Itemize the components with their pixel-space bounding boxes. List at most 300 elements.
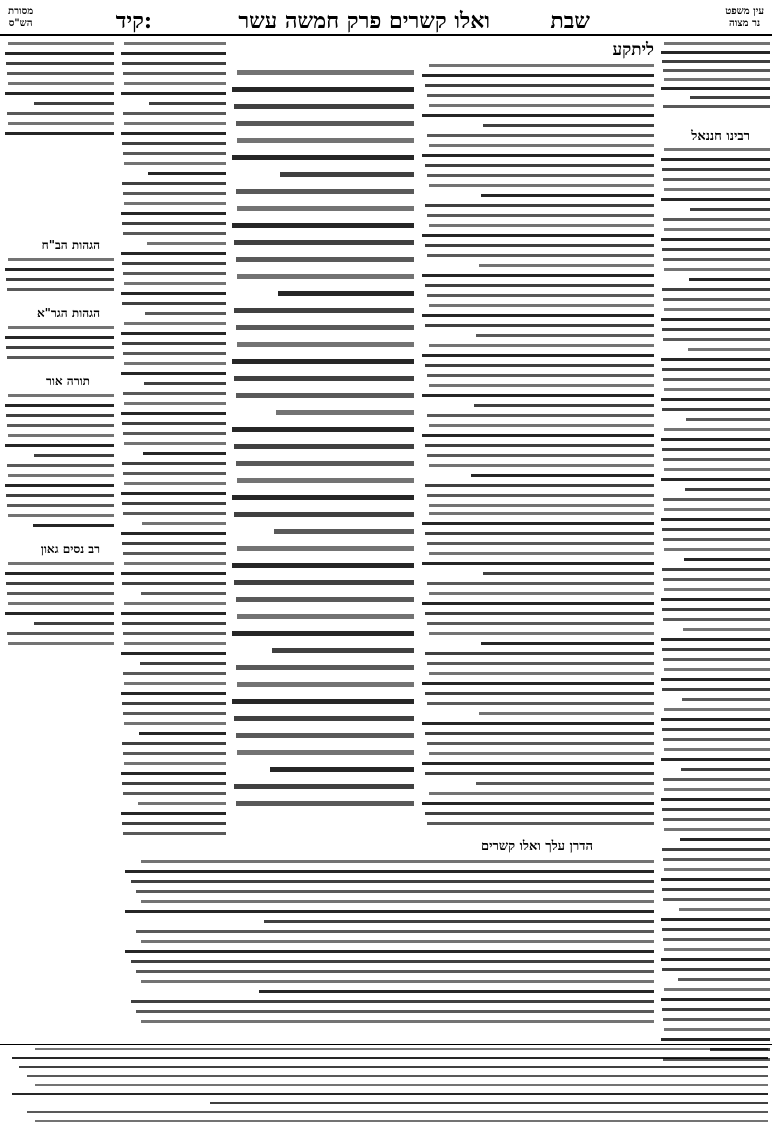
text-line — [661, 638, 770, 641]
text-line — [483, 124, 654, 127]
text-line — [663, 69, 770, 72]
left-margin-column — [4, 38, 114, 658]
text-line — [425, 772, 654, 775]
text-line — [427, 582, 654, 585]
text-line — [427, 822, 654, 825]
text-line — [422, 682, 654, 685]
text-line — [122, 462, 226, 465]
text-line — [5, 612, 114, 615]
bottom-commentary-lines — [120, 860, 654, 1040]
footnote-block — [4, 1048, 768, 1126]
text-line — [121, 92, 226, 95]
text-line — [661, 198, 770, 201]
text-line — [236, 801, 414, 806]
text-line — [662, 408, 770, 411]
text-line — [125, 950, 654, 953]
text-line — [34, 454, 114, 457]
text-line — [124, 602, 226, 605]
opening-word: ליתקע — [612, 40, 654, 60]
text-line — [425, 812, 654, 815]
text-line — [122, 702, 226, 705]
text-line — [664, 1028, 770, 1031]
text-line — [122, 782, 226, 785]
text-line — [234, 308, 414, 313]
text-line — [664, 668, 770, 671]
text-line — [121, 212, 226, 215]
text-line — [122, 302, 226, 305]
text-line — [422, 722, 654, 725]
text-line — [680, 838, 770, 841]
text-line — [121, 572, 226, 575]
text-line — [427, 174, 654, 177]
text-line — [664, 588, 770, 591]
text-line — [123, 72, 226, 75]
text-line — [685, 488, 770, 491]
text-line — [237, 70, 414, 75]
text-line — [123, 192, 226, 195]
footnote-lines — [4, 1048, 768, 1126]
text-line — [123, 512, 226, 515]
text-line — [427, 662, 654, 665]
header-rule — [0, 34, 772, 36]
text-line — [661, 998, 770, 1001]
tosafot-lower-lines — [420, 512, 654, 842]
text-line — [422, 354, 654, 357]
text-line — [429, 384, 654, 387]
text-line — [663, 738, 770, 741]
text-line — [425, 612, 654, 615]
text-line — [662, 928, 770, 931]
text-line — [664, 868, 770, 871]
text-line — [232, 223, 414, 228]
text-line — [5, 444, 114, 447]
text-line — [8, 258, 114, 261]
text-line — [661, 398, 770, 401]
right-margin-column — [660, 38, 770, 1078]
text-line — [427, 702, 654, 705]
text-line — [661, 878, 770, 881]
text-line — [123, 832, 226, 835]
rabbeinu-chananel-title: רבינו חננאל — [691, 129, 750, 144]
text-line — [429, 144, 654, 147]
text-line — [131, 880, 654, 883]
text-line — [123, 752, 226, 755]
text-line — [663, 818, 770, 821]
text-line — [34, 622, 114, 625]
text-line — [663, 218, 770, 221]
text-line — [234, 444, 414, 449]
text-line — [234, 716, 414, 721]
text-line — [27, 1111, 768, 1113]
text-line — [232, 155, 414, 160]
text-line — [425, 244, 654, 247]
text-line — [663, 298, 770, 301]
text-line — [5, 92, 114, 95]
text-line — [429, 224, 654, 227]
text-line — [427, 254, 654, 257]
text-line — [232, 87, 414, 92]
text-line — [664, 508, 770, 511]
text-line — [274, 529, 414, 534]
tosafot-upper — [420, 38, 654, 508]
text-line — [12, 1093, 768, 1095]
text-line — [664, 428, 770, 431]
text-line — [124, 682, 226, 685]
text-line — [422, 274, 654, 277]
text-line — [131, 960, 654, 963]
text-line — [236, 393, 414, 398]
text-line — [7, 424, 114, 427]
text-line — [422, 114, 654, 117]
text-line — [122, 822, 226, 825]
text-line — [123, 352, 226, 355]
text-line — [7, 504, 114, 507]
text-line — [123, 432, 226, 435]
text-line — [136, 970, 654, 973]
text-line — [8, 514, 114, 517]
text-line — [678, 978, 770, 981]
text-line — [425, 164, 654, 167]
torah-or-title: תורה אור — [45, 374, 90, 388]
text-line — [476, 334, 654, 337]
text-line — [142, 522, 226, 525]
text-line — [124, 322, 226, 325]
text-line — [425, 692, 654, 695]
text-line — [124, 362, 226, 365]
text-line — [8, 326, 114, 329]
text-line — [270, 767, 414, 772]
text-line — [479, 712, 655, 715]
text-line — [427, 294, 654, 297]
text-line — [422, 234, 654, 237]
text-line — [145, 312, 226, 315]
text-line — [33, 524, 114, 527]
text-line — [429, 464, 654, 467]
text-line — [681, 768, 770, 771]
text-line — [232, 563, 414, 568]
text-line — [8, 82, 114, 85]
text-line — [237, 478, 414, 483]
text-line — [124, 722, 226, 725]
text-line — [237, 614, 414, 619]
text-line — [664, 308, 770, 311]
text-line — [429, 344, 654, 347]
text-line — [8, 42, 114, 45]
text-line — [237, 750, 414, 755]
text-line — [138, 802, 226, 805]
text-line — [121, 692, 226, 695]
text-line — [6, 346, 114, 349]
text-line — [664, 748, 770, 751]
text-line — [662, 60, 770, 63]
text-line — [661, 158, 770, 161]
text-line — [663, 618, 770, 621]
text-line — [476, 782, 654, 785]
text-line — [122, 62, 226, 65]
text-line — [663, 898, 770, 901]
text-line — [425, 204, 654, 207]
text-line — [237, 546, 414, 551]
page-header — [0, 0, 772, 34]
text-line — [122, 142, 226, 145]
text-line — [661, 678, 770, 681]
text-line — [427, 622, 654, 625]
text-line — [27, 1075, 768, 1077]
text-line — [124, 202, 226, 205]
text-line — [121, 252, 226, 255]
text-line — [122, 502, 226, 505]
text-line — [236, 121, 414, 126]
text-line — [7, 464, 114, 467]
text-line — [661, 958, 770, 961]
text-line — [124, 642, 226, 645]
text-line — [122, 582, 226, 585]
rabbeinu-chananel-lines — [660, 148, 770, 1078]
text-line — [6, 494, 114, 497]
text-line — [661, 918, 770, 921]
text-line — [429, 304, 654, 307]
ein-mishpat-label-line-1: עין משפט — [725, 6, 764, 17]
text-line — [425, 732, 654, 735]
text-line — [427, 94, 654, 97]
text-line — [664, 228, 770, 231]
text-line — [663, 578, 770, 581]
text-line — [661, 798, 770, 801]
text-line — [690, 96, 770, 99]
text-line — [662, 368, 770, 371]
text-line — [123, 672, 226, 675]
text-line — [425, 652, 654, 655]
text-line — [264, 920, 654, 923]
text-line — [422, 562, 654, 565]
gemara-main-text — [230, 70, 414, 830]
gemara-lines — [230, 70, 414, 830]
text-line — [122, 422, 226, 425]
text-line — [234, 580, 414, 585]
text-line — [662, 528, 770, 531]
text-line — [664, 708, 770, 711]
text-line — [429, 64, 654, 67]
text-line — [664, 42, 770, 45]
text-line — [683, 628, 770, 631]
text-line — [664, 388, 770, 391]
text-line — [661, 318, 770, 321]
rav-nissim-lines — [4, 562, 114, 658]
text-line — [237, 342, 414, 347]
text-line — [122, 222, 226, 225]
text-line — [237, 206, 414, 211]
text-line — [6, 582, 114, 585]
text-line — [663, 258, 770, 261]
text-line — [123, 552, 226, 555]
footnote-rule — [0, 1044, 772, 1045]
text-line — [6, 62, 114, 65]
text-line — [121, 652, 226, 655]
text-line — [422, 434, 654, 437]
text-line — [664, 268, 770, 271]
text-line — [232, 495, 414, 500]
text-line — [688, 348, 771, 351]
hagahot-hagra-title: הגהות הגר"א — [36, 306, 100, 320]
text-line — [234, 240, 414, 245]
text-line — [124, 762, 226, 765]
text-line — [664, 988, 770, 991]
text-line — [5, 268, 114, 271]
mesoret-label-line-1: מסורת — [8, 6, 34, 17]
text-line — [122, 262, 226, 265]
text-line — [422, 602, 654, 605]
text-line — [429, 632, 654, 635]
text-line — [123, 632, 226, 635]
daf-number: קיד: — [115, 8, 152, 34]
text-line — [429, 424, 654, 427]
text-line — [422, 802, 654, 805]
text-line — [124, 82, 226, 85]
text-line — [661, 718, 770, 721]
text-line — [237, 138, 414, 143]
text-line — [124, 562, 226, 565]
rashi-commentary — [120, 38, 226, 838]
text-line — [8, 434, 114, 437]
text-line — [280, 172, 414, 177]
text-line — [35, 1084, 768, 1086]
text-line — [7, 72, 114, 75]
text-line — [662, 168, 770, 171]
text-line — [8, 562, 114, 565]
text-line — [123, 472, 226, 475]
text-line — [234, 376, 414, 381]
chapter-title: ואלו קשרים פרק חמשה עשר — [238, 8, 490, 34]
text-line — [663, 498, 770, 501]
text-line — [483, 572, 654, 575]
text-line — [122, 742, 226, 745]
text-line — [662, 728, 770, 731]
text-line — [123, 272, 226, 275]
text-line — [422, 522, 654, 525]
text-line — [141, 860, 654, 863]
text-line — [131, 1000, 654, 1003]
text-line — [5, 336, 114, 339]
mesoret-hashas-label — [8, 6, 33, 30]
text-line — [425, 444, 654, 447]
text-line — [8, 474, 114, 477]
text-line — [121, 612, 226, 615]
text-line — [661, 51, 770, 54]
text-line — [234, 104, 414, 109]
text-line — [662, 288, 770, 291]
text-line — [684, 558, 770, 561]
text-line — [422, 74, 654, 77]
text-line — [686, 418, 770, 421]
text-line — [121, 772, 226, 775]
text-line — [662, 688, 770, 691]
text-line — [663, 658, 770, 661]
text-line — [141, 592, 226, 595]
text-line — [5, 484, 114, 487]
text-line — [121, 372, 226, 375]
text-line — [664, 148, 770, 151]
text-line — [148, 172, 226, 175]
text-line — [481, 642, 654, 645]
text-line — [5, 404, 114, 407]
text-line — [136, 930, 654, 933]
text-line — [8, 602, 114, 605]
text-line — [661, 518, 770, 521]
text-line — [7, 592, 114, 595]
text-line — [663, 105, 770, 108]
text-line — [141, 980, 654, 983]
text-line — [121, 492, 226, 495]
text-line — [663, 338, 770, 341]
text-line — [124, 162, 226, 165]
text-line — [124, 402, 226, 405]
text-line — [661, 87, 770, 90]
text-line — [429, 552, 654, 555]
text-line — [663, 858, 770, 861]
text-line — [35, 1048, 768, 1050]
text-line — [122, 182, 226, 185]
text-line — [663, 778, 770, 781]
text-line — [234, 784, 414, 789]
text-line — [427, 214, 654, 217]
text-line — [149, 102, 226, 105]
text-line — [237, 274, 414, 279]
text-line — [429, 504, 654, 507]
text-line — [663, 178, 770, 181]
text-line — [7, 356, 114, 359]
text-line — [481, 194, 654, 197]
text-line — [425, 484, 654, 487]
text-line — [664, 188, 770, 191]
text-line — [664, 788, 770, 791]
text-line — [34, 102, 114, 105]
text-line — [136, 890, 654, 893]
text-line — [662, 568, 770, 571]
text-line — [429, 104, 654, 107]
text-line — [429, 792, 654, 795]
text-line — [427, 454, 654, 457]
text-line — [236, 325, 414, 330]
text-line — [664, 948, 770, 951]
text-line — [232, 699, 414, 704]
text-line — [124, 122, 226, 125]
text-line — [144, 382, 226, 385]
text-line — [122, 622, 226, 625]
text-line — [121, 332, 226, 335]
text-line — [661, 238, 770, 241]
text-line — [121, 532, 226, 535]
ein-mishpat-label-line-2: נר מצוה — [729, 18, 761, 29]
text-line — [121, 292, 226, 295]
text-line — [8, 122, 114, 125]
text-line — [125, 870, 654, 873]
text-line — [425, 284, 654, 287]
rav-nissim-gaon-title: רב נסים גאון — [40, 542, 100, 556]
text-line — [422, 762, 654, 765]
text-line — [236, 733, 414, 738]
text-line — [124, 282, 226, 285]
text-line — [236, 189, 414, 194]
text-line — [663, 378, 770, 381]
text-line — [121, 52, 226, 55]
text-line — [429, 592, 654, 595]
text-line — [236, 597, 414, 602]
bottom-commentary — [120, 860, 654, 1040]
text-line — [143, 452, 226, 455]
text-line — [682, 698, 770, 701]
text-line — [661, 758, 770, 761]
text-line — [425, 364, 654, 367]
